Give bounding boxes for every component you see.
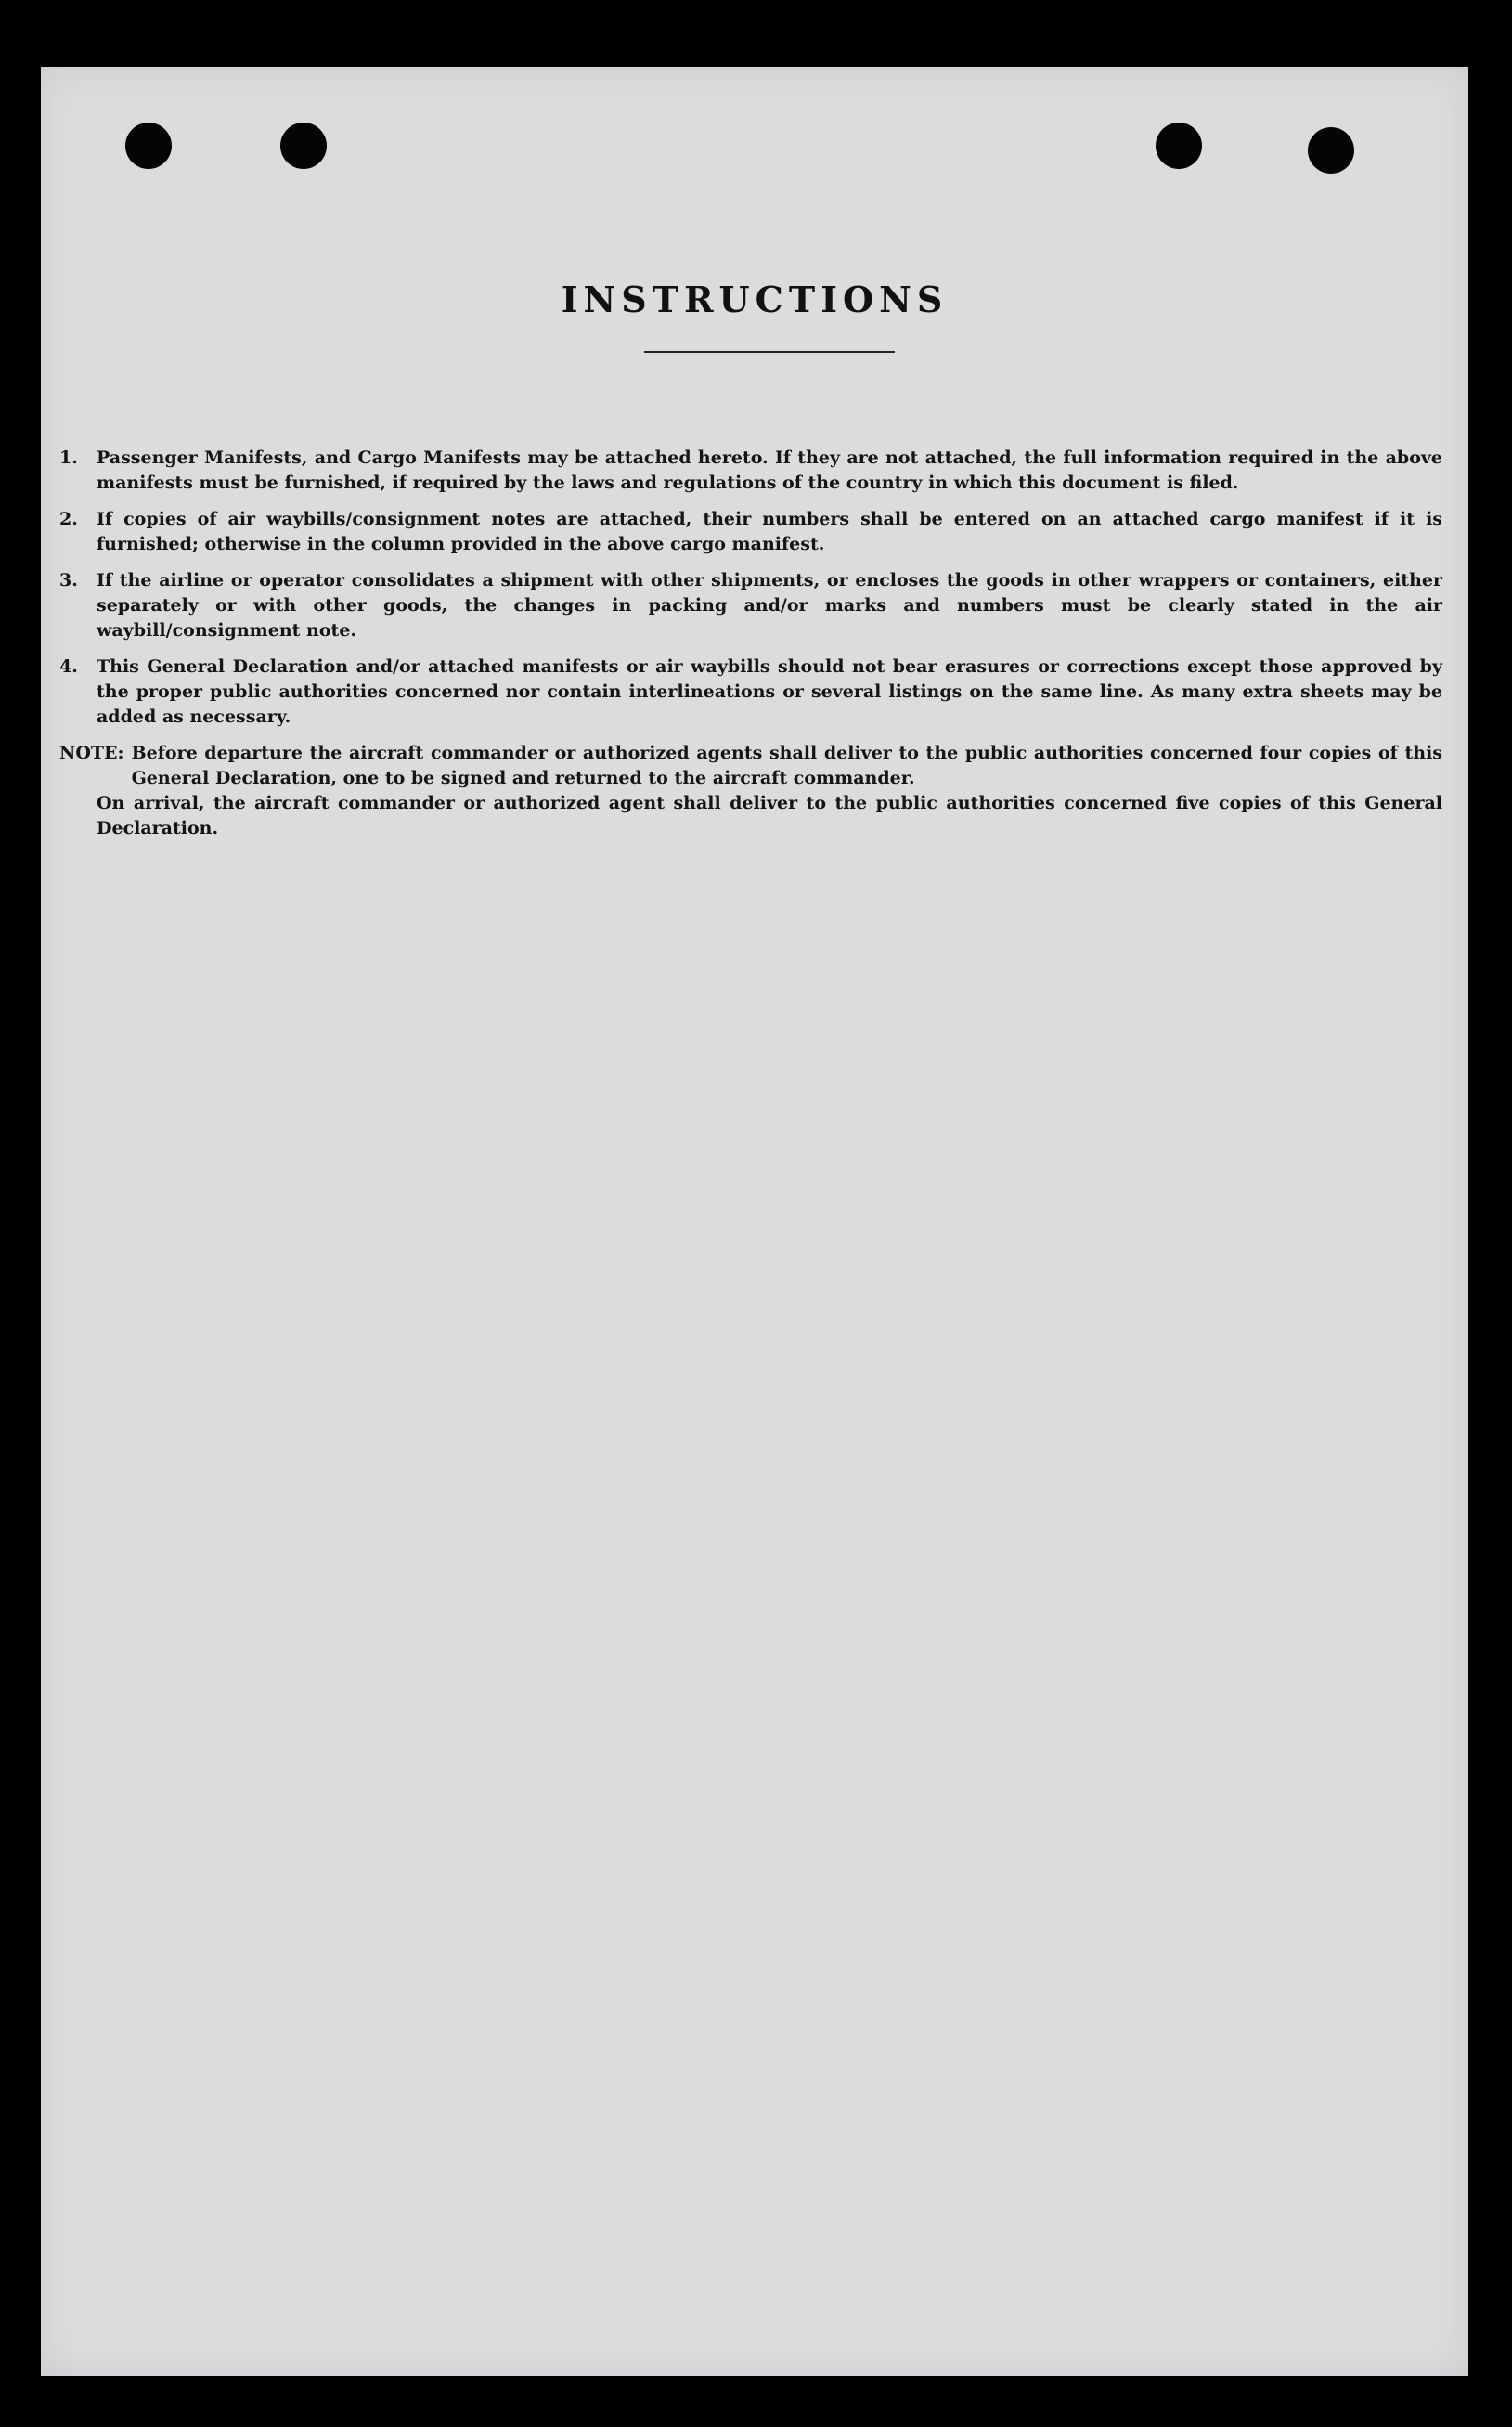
instruction-text: If the airline or operator consolidates a shipment with other shipments, or encloses the goods in other wrappers or containers, either separately or with other goods, the changes in packing and/or marks and numbers must be clearly stated in the air waybill/consignment note. xyxy=(97,570,1442,641)
punch-hole xyxy=(1156,123,1202,169)
instruction-number: 4. xyxy=(59,656,78,677)
instruction-item xyxy=(59,507,1442,557)
title-underline xyxy=(644,351,895,353)
note-block xyxy=(59,741,1442,791)
instructions-list xyxy=(59,446,1442,843)
document-page xyxy=(41,67,1468,2376)
page-title: INSTRUCTIONS xyxy=(561,279,949,320)
instruction-text: If copies of air waybills/consignment notes are attached, their numbers shall be entered on an attached cargo manifest if it is furnished; otherwise in the column provided in the above cargo manifest. xyxy=(97,509,1442,554)
instruction-number: 2. xyxy=(59,509,78,529)
instruction-number: 1. xyxy=(59,448,78,468)
punch-hole xyxy=(280,123,327,169)
instruction-item xyxy=(59,655,1442,730)
instruction-text: Passenger Manifests, and Cargo Manifests may be attached hereto. If they are not attached, the full information required in the above manifests must be furnished, if required by the laws and regulations of the country in which this document is filed. xyxy=(97,448,1442,493)
punch-hole xyxy=(125,123,172,169)
note-label: NOTE: xyxy=(59,743,124,763)
instruction-item xyxy=(59,446,1442,496)
instruction-text: This General Declaration and/or attached manifests or air waybills should not bear erasures or corrections except those approved by the proper public authorities concerned nor contain interlineations or several listings on the same line. As many extra sheets may be added as necessary. xyxy=(97,656,1442,727)
note-text: Before departure the aircraft commander or authorized agents shall deliver to the public authorities concerned four copies of this General Declaration, one to be signed and returned to the aircraft commander. xyxy=(131,743,1442,788)
punch-hole xyxy=(1308,127,1354,174)
instruction-number: 3. xyxy=(59,570,78,591)
note-text: On arrival, the aircraft commander or authorized agent shall deliver to the public authorities concerned five copies of this General Declaration. xyxy=(97,793,1442,838)
instruction-item xyxy=(59,568,1442,643)
